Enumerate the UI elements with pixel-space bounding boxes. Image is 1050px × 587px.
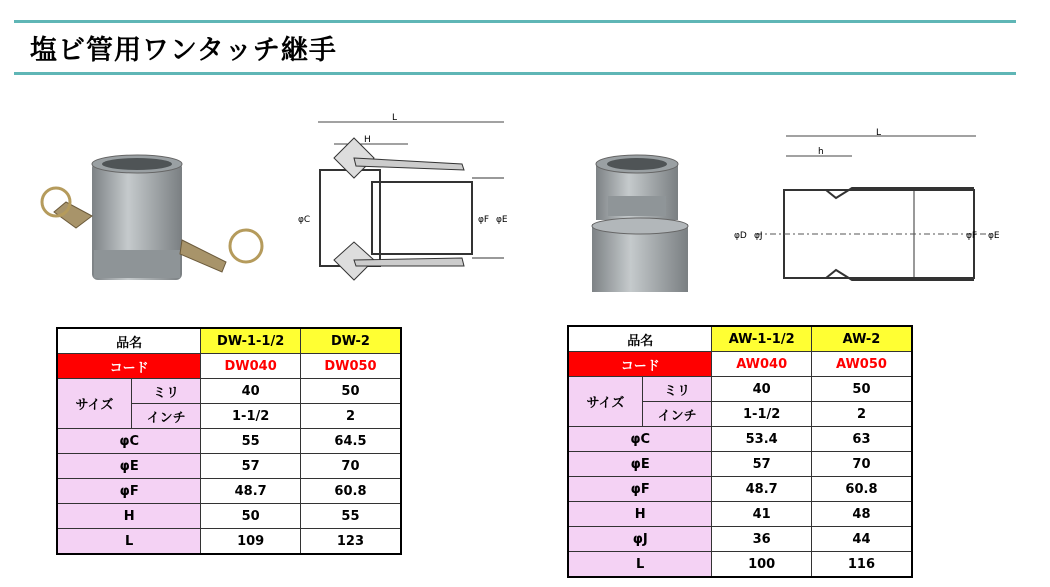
size-label: サイズ [57, 379, 131, 429]
row-label: φE [57, 454, 201, 479]
table-cell: 1-1/2 [712, 402, 812, 427]
table-cell: 109 [201, 529, 301, 555]
table-cell: 123 [300, 529, 401, 555]
code-value: DW040 [201, 354, 301, 379]
svg-text:φF: φF [966, 231, 978, 241]
row-label: L [57, 529, 201, 555]
title-top-rule [14, 20, 1016, 23]
row-label: φE [568, 452, 712, 477]
table-cell: 55 [300, 504, 401, 529]
svg-text:φE: φE [988, 231, 1000, 241]
svg-text:φF: φF [478, 215, 490, 225]
table-cell: 48 [811, 502, 912, 527]
dw-coupler-photo [36, 150, 266, 300]
table-cell: 48.7 [201, 479, 301, 504]
table-cell: 116 [811, 552, 912, 578]
model-header: DW-1-1/2 [201, 328, 301, 354]
svg-text:L: L [392, 113, 398, 123]
table-cell: 64.5 [300, 429, 401, 454]
page-title: 塩ビ管用ワンタッチ継手 [30, 35, 337, 66]
aw-spec-table [567, 325, 913, 578]
table-cell: 2 [811, 402, 912, 427]
table-cell: 50 [811, 377, 912, 402]
row-label: φF [568, 477, 712, 502]
table-cell: 50 [201, 504, 301, 529]
svg-text:φC: φC [298, 215, 311, 225]
code-label: コード [57, 354, 201, 379]
table-cell: 2 [300, 404, 401, 429]
row-label: φC [57, 429, 201, 454]
aw-adapter-photo [584, 152, 694, 302]
table-cell: 70 [300, 454, 401, 479]
table-cell: 57 [712, 452, 812, 477]
row-sublabel: ミリ [131, 379, 200, 404]
table-cell: 1-1/2 [201, 404, 301, 429]
code-value: DW050 [300, 354, 401, 379]
code-value: AW040 [712, 352, 812, 377]
model-header: DW-2 [300, 328, 401, 354]
table-cell: 100 [712, 552, 812, 578]
title-bottom-rule [14, 72, 1016, 75]
model-header: AW-1-1/2 [712, 326, 812, 352]
table-cell: 48.7 [712, 477, 812, 502]
svg-text:φD: φD [734, 231, 747, 241]
row-label: H [568, 502, 712, 527]
table-cell: 63 [811, 427, 912, 452]
col-header-name: 品名 [57, 328, 201, 354]
table-cell: 41 [712, 502, 812, 527]
table-cell: 55 [201, 429, 301, 454]
row-sublabel: ミリ [642, 377, 711, 402]
table-cell: 50 [300, 379, 401, 404]
row-label: φJ [568, 527, 712, 552]
table-cell: 60.8 [300, 479, 401, 504]
model-header: AW-2 [811, 326, 912, 352]
table-cell: 53.4 [712, 427, 812, 452]
svg-text:φE: φE [496, 215, 508, 225]
row-label: φF [57, 479, 201, 504]
size-label: サイズ [568, 377, 642, 427]
aw-adapter-drawing [726, 128, 1016, 293]
row-sublabel: インチ [131, 404, 200, 429]
table-cell: 57 [201, 454, 301, 479]
row-label: L [568, 552, 712, 578]
code-label: コード [568, 352, 712, 377]
svg-text:L: L [876, 128, 882, 138]
table-cell: 40 [201, 379, 301, 404]
table-cell: 44 [811, 527, 912, 552]
svg-text:φJ: φJ [754, 231, 763, 241]
code-value: AW050 [811, 352, 912, 377]
table-cell: 40 [712, 377, 812, 402]
table-cell: 36 [712, 527, 812, 552]
row-sublabel: インチ [642, 402, 711, 427]
svg-text:H: H [364, 135, 371, 145]
row-label: H [57, 504, 201, 529]
row-label: φC [568, 427, 712, 452]
table-cell: 70 [811, 452, 912, 477]
table-cell: 60.8 [811, 477, 912, 502]
svg-text:h: h [818, 147, 824, 157]
dw-coupler-drawing [282, 108, 522, 308]
dw-spec-table [56, 327, 402, 555]
col-header-name: 品名 [568, 326, 712, 352]
